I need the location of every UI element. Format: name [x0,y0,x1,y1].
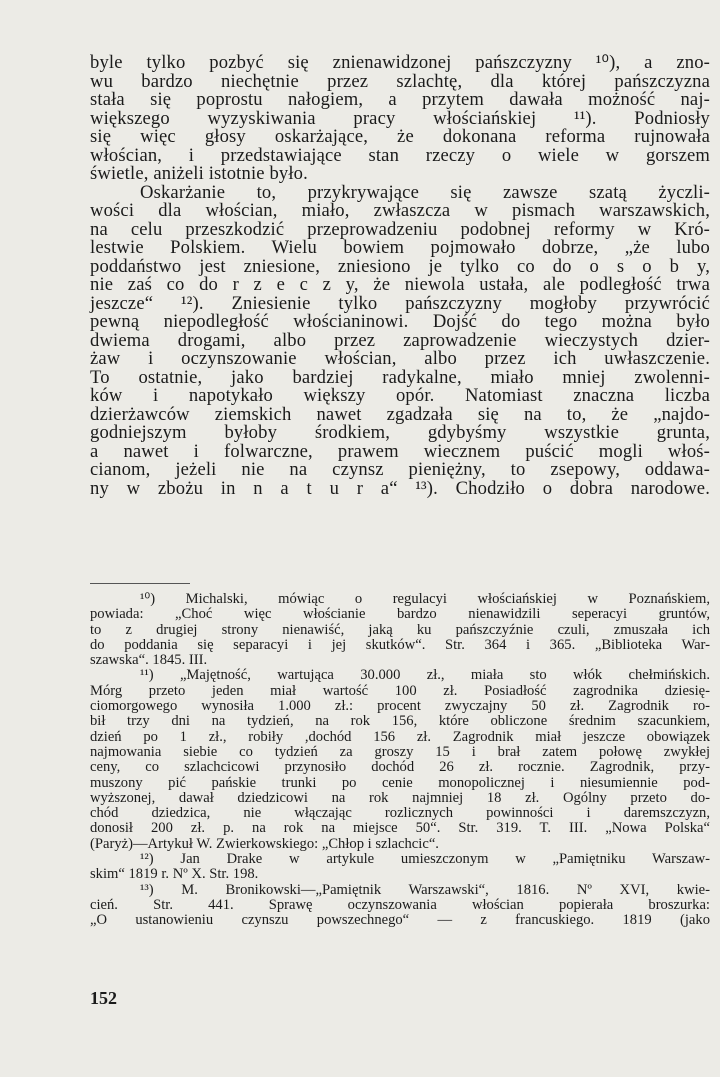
text-line: ków i napotykało większy opór. Natomiast znaczna liczba [90,385,710,406]
footnote-line: ceny, co szlachcicowi przynosiło dochód 26 zł. rocznie. Zagrodnik, przy- [90,759,710,776]
text-line: świetle, aniżeli istotnie było. [90,163,308,184]
text-line: jeszcze“ ¹²). Zniesienie tylko pańszczyzny mogłoby przywrócić [90,292,710,314]
main-text [90,54,710,498]
footnote-line: ciomorgowego wynosiła 1.000 zł.: procent zwyczajny 50 zł. Zagrodnik ro- [90,698,710,715]
text-line: godniejszym byłoby środkiem, gdybyśmy wszystkie grunta, [90,422,710,443]
footnotes [90,592,710,929]
footnote-line: do poddania się separacyi i jej skutków“. Str. 364 i 365. „Biblioteka War- [90,636,710,653]
footnote-line: ¹³) M. Bronikowski—„Pamiętnik Warszawski“, 1816. Nº XVI, kwie- [140,881,710,898]
text-line: stała się poprostu nałogiem, a przytem dawała możność naj- [90,89,710,110]
page-number: 152 [90,988,117,1008]
footnote-line: ¹¹) „Majętność, wartująca 30.000 zł., miała sto włók chełmińskich. [140,667,710,684]
text-line: nie zaś co do r z e c z y, że niewola ustała, ale podległość trwa [90,274,710,295]
footnote-line: szawska“. 1845. III. [90,652,208,669]
text-line: To ostatnie, jako bardziej radykalne, miało mniej zwolenni- [90,366,710,388]
footnote-line: wyższonej, dawał dziedzicowi na rok najmniej 18 zł. Ogólny przeto do- [90,789,710,806]
text-line: byle tylko pozbyć się znienawidzonej pańszczyzny ¹⁰), a zno- [90,52,710,73]
footnote-line: chód dziedzica, nie włączając rozlicznych powinności i daremszczyzn, [90,805,710,822]
footnote-line: muszony pić pańskie trunki po cenie monopolicznej i niesumiennie pod- [90,774,710,791]
text-line: żaw i oczynszowanie włościan, albo przez ich uwłaszczenie. [90,348,710,369]
footnote-line: „O ustanowieniu czynszu powszechnego“ — z francuskiego. 1819 (jako [90,912,710,929]
text-line: poddaństwo jest zniesione, zniesiono je tylko co do o s o b y, [90,255,710,277]
text-line: dzierżawców ziemskich nawet zgadzała się na to, że „najdo- [90,403,710,425]
footnote-line: cień. Str. 441. Sprawę oczynszowania włościan popierała broszurka: [90,896,710,913]
footnote-line: (Paryż)—Artykuł W. Zwierkowskiego: „Chłop i szlachcic“. [90,835,439,852]
footnote-line: najmowania siebie co tydzień za groszy 15 i brał zatem połowę zwykłej [90,743,710,760]
text-line: wości dla włościan, miało, zwłaszcza w pismach warszawskich, [90,200,710,221]
text-line: włościan, i przedstawiające stan rzeczy o wiele w gorszem [90,144,710,166]
footnote-line: Mórg przeto jeden miał wartość 100 zł. Posiadłość zagrodnika dziesię- [90,682,710,699]
text-line: cianom, jeżeli nie na czynsz pieniężny, to zsepowy, oddawa- [90,459,710,480]
text-line: ny w zbożu in n a t u r a“ ¹³). Chodziło o dobra narodowe. [90,477,710,499]
text-line: lestwie Polskiem. Wielu bowiem pojmowało dobrze, „że lubo [90,237,710,258]
footnote-divider [90,583,190,584]
text-line: pewną niepodległość włościaninowi. Dojść do tego można było [90,311,710,332]
footnote-line: ¹⁰) Michalski, mówiąc o regulacyi włościańskiej w Poznańskiem, [140,591,710,607]
text-line: na celu przeszkodzić przeprowadzeniu podobnej reformy w Kró- [90,218,710,240]
text-line: się więc głosy oskarżające, że dokonana reforma rujnowała [90,126,710,147]
text-line: większego wyzyskiwania pracy włościańskiej ¹¹). Podniosły [90,107,710,129]
footnote-line: powiada: „Choć więc włościanie bardzo nienawidzili seperacyi gruntów, [90,606,710,623]
footnote-line: donosił 200 zł. p. na rok na miejsce 50“. Str. 319. T. III. „Nowa Polska“ [90,820,710,837]
text-line: a nawet i folwarczne, prawem wiecznem puścić mogli włoś- [90,440,710,462]
text-line: Oskarżanie to, przykrywające się zawsze szatą życzli- [140,181,710,203]
footnote-line: bił trzy dni na tydzień, na rok 156, które obliczone średnim szacunkiem, [90,713,710,730]
footnote-line: ¹²) Jan Drake w artykule umieszczonym w „Pamiętniku Warszaw- [140,851,710,868]
footnote-line: to z drugiej strony nienawiść, jaką ku pańszczyźnie czuli, zmuszała ich [90,621,710,638]
footnote-line: dzień po 1 zł., robiły ,dochód 156 zł. Zagrodnik miał jeszcze obowiązek [90,728,710,745]
footnote-line: skim“ 1819 r. Nº X. Str. 198. [90,866,259,883]
text-line: wu bardzo niechętnie przez szlachtę, dla której pańszczyzna [90,70,710,92]
text-line: dwiema drogami, albo przez zaprowadzenie wieczystych dzier- [90,329,710,351]
